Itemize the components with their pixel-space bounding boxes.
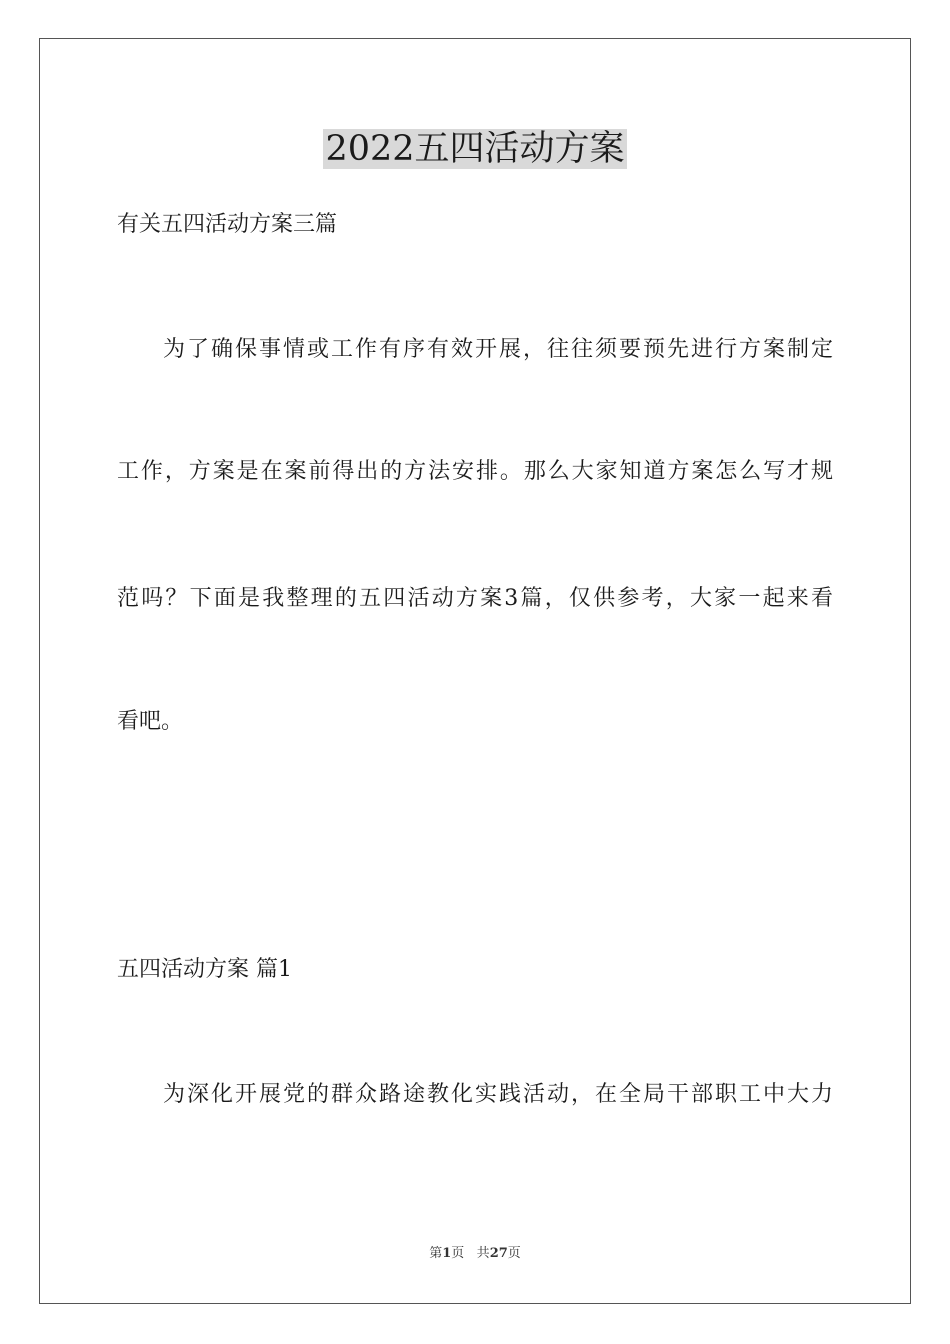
document-subtitle: 有关五四活动方案三篇 bbox=[117, 212, 338, 237]
section-heading: 五四活动方案 篇1 bbox=[117, 957, 292, 982]
section-body-line-1: 为深化开展党的群众路途教化实践活动，在全局干部职工中大力 bbox=[163, 1082, 833, 1107]
footer-total-prefix: 共 bbox=[476, 1246, 490, 1261]
footer-page-suffix: 页 bbox=[451, 1246, 465, 1261]
document-title bbox=[0, 124, 950, 174]
intro-line-2: 工作，方案是在案前得出的方法安排。那么大家知道方案怎么写才规 bbox=[117, 459, 833, 484]
intro-line-3: 范吗？下面是我整理的五四活动方案3篇，仅供参考，大家一起来看 bbox=[117, 586, 833, 611]
footer-page-current: 1 bbox=[442, 1246, 452, 1261]
document-title-text: 2022五四活动方案 bbox=[325, 129, 625, 169]
page-footer bbox=[0, 1244, 950, 1264]
footer-page-total: 27 bbox=[489, 1246, 508, 1261]
intro-line-4: 看吧。 bbox=[117, 709, 184, 734]
footer-total-suffix: 页 bbox=[507, 1246, 521, 1261]
footer-page-prefix: 第 bbox=[429, 1246, 443, 1261]
intro-line-1: 为了确保事情或工作有序有效开展，往往须要预先进行方案制定 bbox=[163, 337, 833, 362]
